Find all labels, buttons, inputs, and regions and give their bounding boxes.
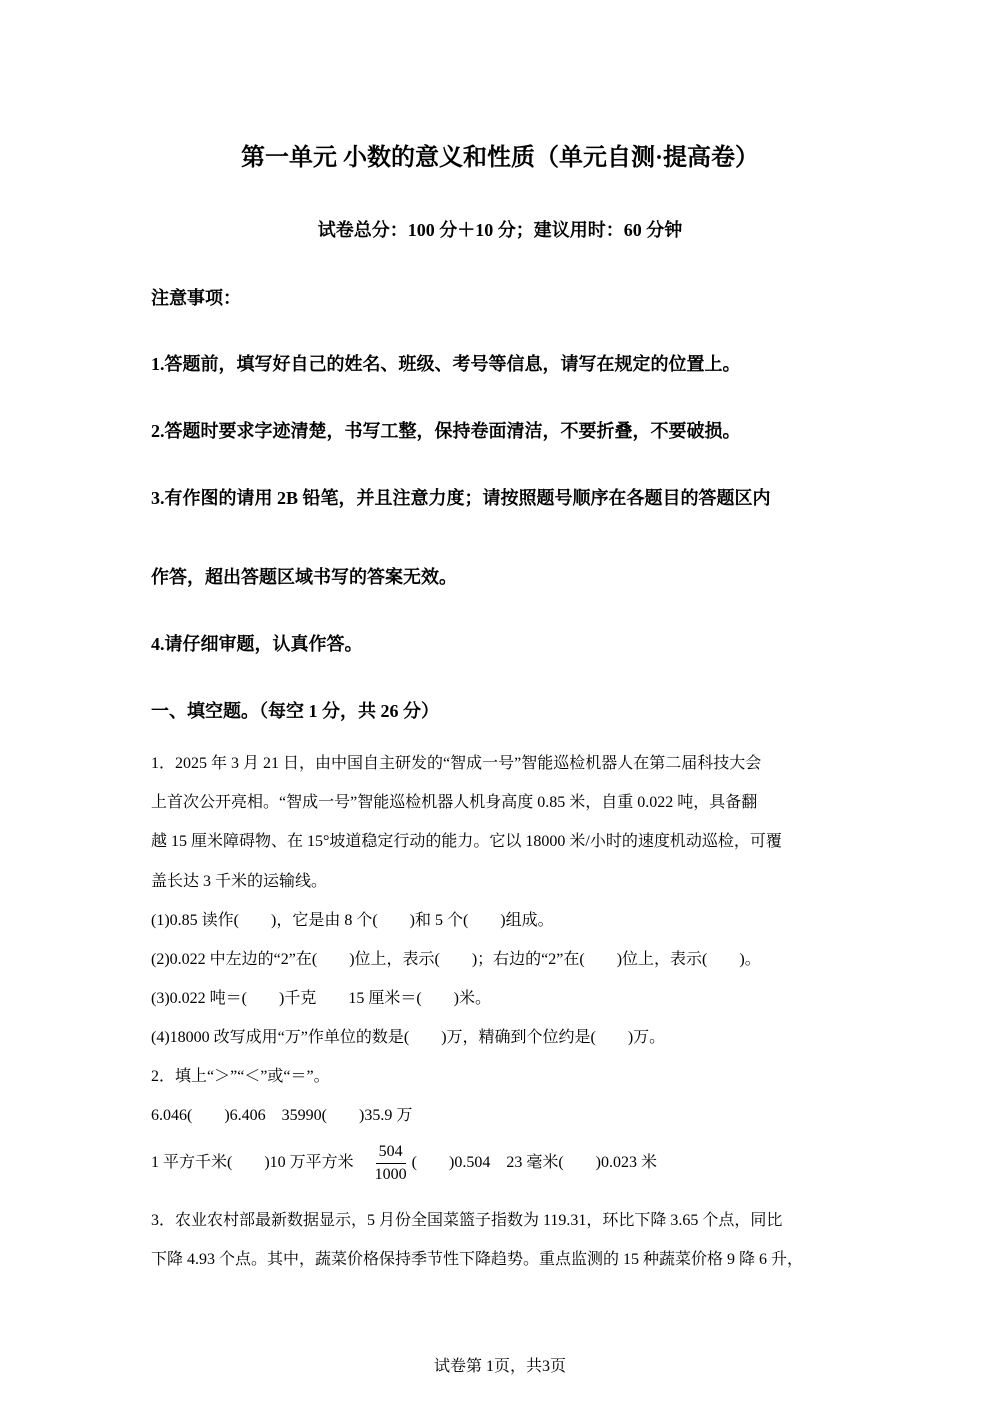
comparison-text: ( )0.504 23 毫米( )0.023 米: [411, 1154, 657, 1171]
notice-item: 3.有作图的请用 2B 铅笔，并且注意力度；请按照题号顺序在各题目的答题区内: [151, 488, 771, 508]
comparison-text: 1 平方千米( )10 万平方米: [151, 1154, 354, 1171]
question-2-row-2: [151, 1140, 657, 1186]
question-3-text: 3．农业农村部最新数据显示，5 月份全国菜篮子指数为 119.31，环比下降 3.65 个点，同比: [151, 1212, 783, 1229]
question-1-sub-2: (2)0.022 中左边的“2”在( )位上，表示( )；右边的“2”在( )位上，表示( )。: [151, 951, 761, 968]
question-1-sub-4: (4)18000 改写成用“万”作单位的数是( )万，精确到个位约是( )万。: [151, 1029, 666, 1046]
notice-heading: 注意事项：: [151, 288, 241, 308]
question-2-stem: 2．填上“＞”“＜”或“＝”。: [151, 1068, 330, 1085]
question-3-text: 下降 4.93 个点。其中，蔬菜价格保持季节性下降趋势。重点监测的 15 种蔬菜价格 9 降 6 升，: [151, 1251, 804, 1268]
page-footer: 试卷第 1页，共3页: [433, 1358, 566, 1375]
fraction-denominator: 1000: [374, 1165, 407, 1183]
question-1-sub-1: (1)0.85 读作( )，它是由 8 个( )和 5 个( )组成。: [151, 912, 554, 929]
notice-item: 4.请仔细审题，认真作答。: [151, 634, 363, 654]
notice-item: 作答，超出答题区域书写的答案无效。: [151, 567, 457, 587]
question-1-text: 越 15 厘米障碍物、在 15°坡道稳定行动的能力。它以 18000 米/小时的速度机动巡检，可覆: [151, 833, 782, 850]
fraction: [372, 1142, 410, 1185]
exam-info: 试卷总分：100 分＋10 分；建议用时：60 分钟: [317, 220, 683, 240]
notice-item: 1.答题前，填写好自己的姓名、班级、考号等信息，请写在规定的位置上。: [151, 354, 741, 374]
question-1-text: 盖长达 3 千米的运输线。: [151, 873, 328, 890]
question-1-text: 上首次公开亮相。“智成一号”智能巡检机器人机身高度 0.85 米，自重 0.022 吨，具备翻: [151, 794, 758, 811]
question-2-row-1: 6.046( )6.406 35990( )35.9 万: [151, 1107, 413, 1124]
question-1-sub-3: (3)0.022 吨＝( )千克 15 厘米＝( )米。: [151, 990, 491, 1007]
page-title: 第一单元 小数的意义和性质（单元自测·提高卷）: [240, 145, 759, 171]
question-1-text: 1．2025 年 3 月 21 日，由中国自主研发的“智成一号”智能巡检机器人在第二届科技大会: [151, 755, 762, 772]
section-heading: 一、填空题。（每空 1 分，共 26 分）: [151, 701, 439, 721]
notice-item: 2.答题时要求字迹清楚，书写工整，保持卷面清洁，不要折叠，不要破损。: [151, 421, 741, 441]
fraction-numerator: 504: [376, 1142, 406, 1164]
